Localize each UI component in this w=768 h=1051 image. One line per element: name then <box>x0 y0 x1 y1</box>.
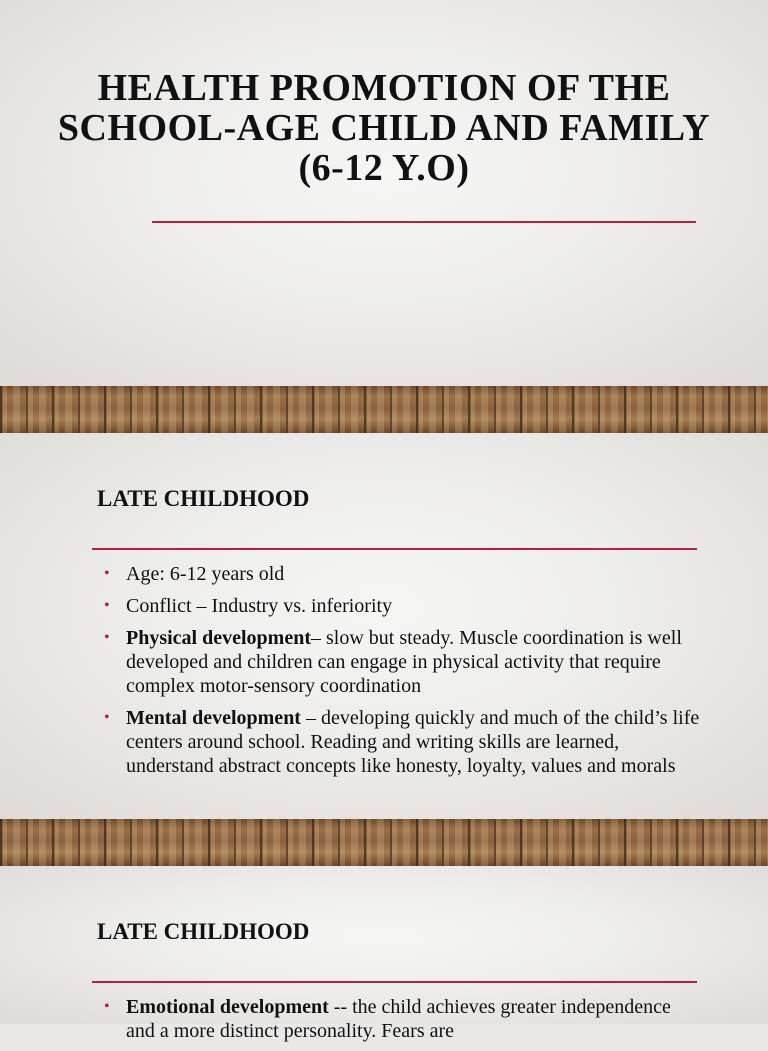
title-line-1: HEALTH PROMOTION OF THE <box>97 67 671 109</box>
slide-heading: LATE CHILDHOOD <box>97 919 310 944</box>
title-line-2: SCHOOL-AGE CHILD AND FAMILY <box>57 107 711 149</box>
bullet-icon: • <box>104 565 110 582</box>
content-slide-1 <box>0 433 768 819</box>
content-slide-2 <box>0 866 768 1042</box>
title-divider <box>152 221 696 223</box>
title-line-3: (6-12 Y.O) <box>298 147 470 189</box>
bullet-icon: • <box>104 709 110 726</box>
heading-divider <box>92 981 697 983</box>
bullet-list <box>104 995 704 1051</box>
list-item: • Physical development– slow but steady. Muscle coordination is well developed and children can engage in physical activity that require complex motor-sensory coordination <box>104 627 682 697</box>
title-slide <box>0 0 768 386</box>
list-item: • Conflict – Industry vs. inferiority <box>104 595 393 617</box>
heading-divider <box>92 548 697 550</box>
slide-title <box>40 68 728 188</box>
bullet-icon: • <box>104 998 110 1015</box>
bullet-list <box>104 562 704 786</box>
list-item: • Emotional development -- the child achieves greater independence and a more distinct personality. Fears are <box>104 996 671 1042</box>
wood-floor-2 <box>0 819 768 866</box>
bullet-icon: • <box>104 597 110 614</box>
bullet-icon: • <box>104 629 110 646</box>
list-item: • Mental development – developing quickly and much of the child’s life centers around school. Reading and writing skills are learned, understand abstract concepts like honesty, loyalty, values and morals <box>104 707 700 777</box>
wood-floor-1 <box>0 386 768 433</box>
slide-heading: LATE CHILDHOOD <box>97 486 310 511</box>
list-item: • Age: 6-12 years old <box>104 563 285 585</box>
